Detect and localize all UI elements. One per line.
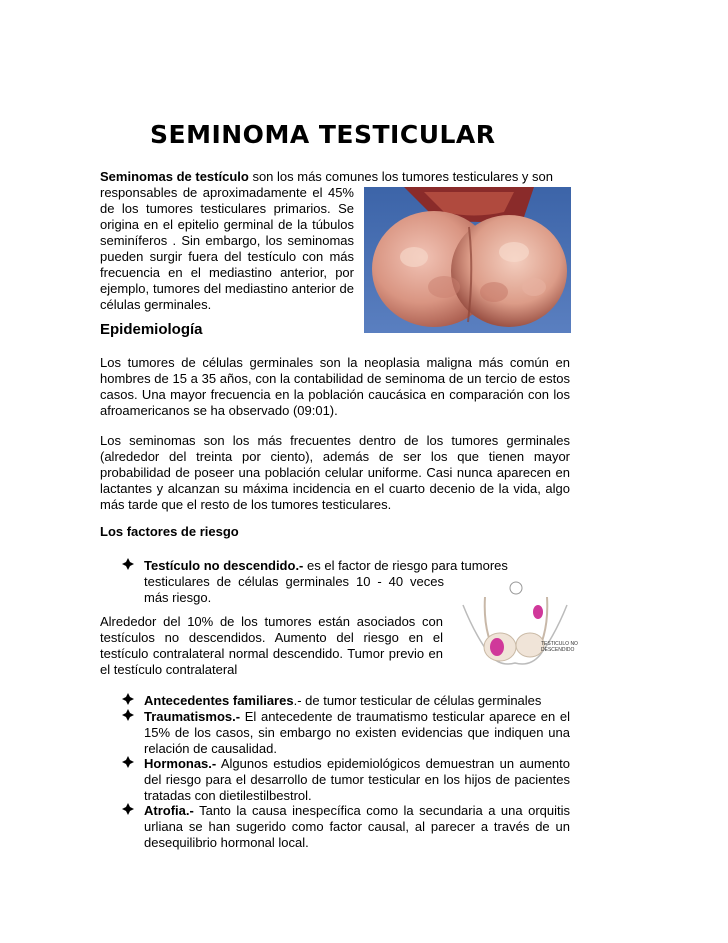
factor-item-text: Tanto la causa inespecífica como la secundaria a una orquitis urliana se han sugerido como factor causal, al parecer a través de un desequilibrio hormonal local. <box>144 803 570 850</box>
figure-label-line2: DESCENDIDO <box>541 647 575 653</box>
factor-item-antecedentes <box>144 693 570 709</box>
factor-item-hormonas <box>144 756 570 804</box>
intro-first-line <box>100 169 572 185</box>
diamond-bullet-icon <box>122 693 134 709</box>
factor-item-atrofia <box>144 803 570 851</box>
factor-item-text: El antecedente de traumatismo testicular aparece en el 15% de los casos, sin embargo no existen evidencias que indiquen una relación de causalidad. <box>144 709 570 756</box>
factor-first-term: Testículo no descendido.- <box>144 558 304 573</box>
epidemiologia-paragraph-1: Los tumores de células germinales son la neoplasia maligna más común en hombres de 15 a 35 años, con la contabilidad de seminoma de un tercio de estos casos. Una mayor frecuencia en la población caucásica en comparación con los afroamericanos se ha observado (09:01). <box>100 355 570 418</box>
diamond-bullet-icon <box>122 756 134 772</box>
heading-epidemiologia: Epidemiología <box>100 321 203 338</box>
factor-first-text: testiculares de células germinales 10 - 40 veces más riesgo. <box>144 574 444 605</box>
epidemiologia-paragraph-2: Los seminomas son los más frecuentes dentro de los tumores germinales (alrededor del treinta por ciento), además de ser los que tienen mayor probabilidad de poseer una población celular uniforme. Casi nunca aparecen en lactantes y alcanzan su máxima incidencia en el cuarto decenio de la vida, algo más tarde que el resto de los tumores testiculares. <box>100 433 570 512</box>
intro-first-line-rest: son los más comunes los tumores testiculares y son <box>248 169 554 184</box>
factor-item-text: Algunos estudios epidemiológicos demuestran un aumento del riesgo para el desarrollo de tumor testicular en los hijos de pacientes tratadas con dietilestilbestrol. <box>144 756 570 803</box>
undescended-testicle-illustration <box>455 575 578 673</box>
intro-paragraph: responsables de aproximadamente el 45% de los tumores testiculares primarios. Se origina en el epitelio germinal de la túbulos seminíferos . Sin embargo, los seminomas pueden surgir fuera del testículo con más frecuencia en el mediastino anterior, por ejemplo, tumores del mediastino anterior de células germinales. <box>100 185 354 312</box>
svg-text:TESTICULO NO DESCENDIDO <box>541 641 579 653</box>
heading-factores-riesgo: Los factores de riesgo <box>100 524 239 539</box>
factor-item-term: Hormonas.- <box>144 756 217 771</box>
factores-paragraph: Alrededor del 10% de los tumores están asociados con testículos no descendidos. Aumento del riesgo en el testículo contralateral normal descendido. Tumor previo en el testículo contralateral <box>100 614 443 677</box>
factor-item-traumatismos <box>144 709 570 757</box>
undescended-testicle-diagram <box>455 575 578 673</box>
figure-label-line1: TESTICULO NO <box>541 641 578 647</box>
intro-lead: Seminomas de testículo <box>100 169 249 184</box>
factor-item-text: .- de tumor testicular de células germinales <box>293 693 542 708</box>
factor-item-term: Traumatismos.- <box>144 709 241 724</box>
factor-item-term: Antecedentes familiares <box>144 693 294 708</box>
seminoma-illustration <box>364 187 571 333</box>
factor-first-line-rest: es el factor de riesgo para tumores <box>303 558 508 573</box>
diamond-bullet-icon <box>122 803 134 819</box>
page-title: SEMINOMA TESTICULAR <box>150 120 496 149</box>
factor-first-line <box>144 558 570 574</box>
factor-item-term: Atrofia.- <box>144 803 194 818</box>
diamond-bullet-icon <box>122 558 134 574</box>
diamond-bullet-icon <box>122 709 134 725</box>
seminoma-specimen-image <box>364 187 571 333</box>
